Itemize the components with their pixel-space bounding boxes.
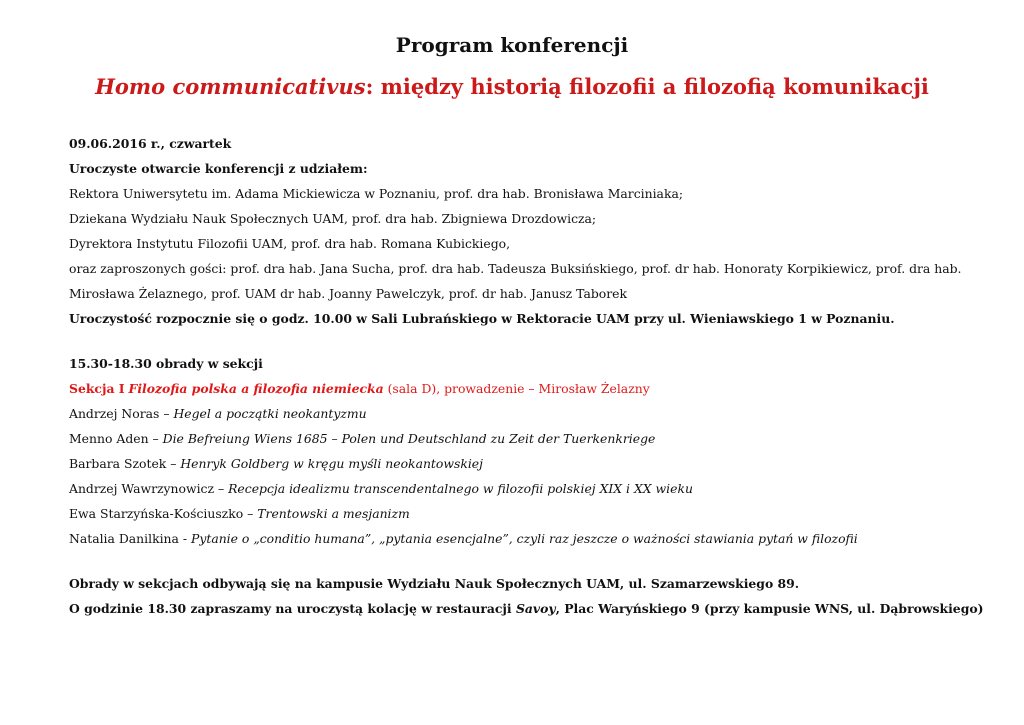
page-title: Program konferencji <box>395 33 629 57</box>
session-time: 15.30-18.30 obrady w sekcji <box>69 356 263 371</box>
session-label: Sekcja I <box>69 381 125 396</box>
dinner-after: , Plac Waryńskiego 9 (przy kampusie WNS, ul. Dąbrowskiego) <box>555 601 984 616</box>
session-heading <box>69 381 999 406</box>
opening-line: Rektora Uniwersytetu im. Adama Mickiewicza w Poznaniu, prof. dra hab. Bronisława Marciniaka; <box>69 186 684 201</box>
talk-title: Trentowski a mesjanizm <box>257 506 410 521</box>
talk-separator: – <box>148 431 163 446</box>
talk-item <box>69 456 999 481</box>
talk-speaker: Natalia Danilkina <box>69 531 179 546</box>
subtitle-rest: : między historią filozofii a filozofią komunikacji <box>365 74 929 99</box>
dinner-note <box>69 601 999 626</box>
dinner-before: O godzinie 18.30 zapraszamy na uroczystą kolację w restauracji <box>69 601 516 616</box>
talk-title: Pytanie o „conditio humana”, „pytania esencjalne”, czyli raz jeszcze o ważności stawiania pytań w filozofii <box>191 531 858 546</box>
event-date: 09.06.2016 r., czwartek <box>69 136 232 151</box>
opening-venue: Uroczystość rozpocznie się o godz. 10.00 w Sali Lubrańskiego w Rektoracie UAM przy ul. Wieniawskiego 1 w Poznaniu. <box>69 311 895 326</box>
campus-note: Obrady w sekcjach odbywają się na kampusie Wydziału Nauk Społecznych UAM, ul. Szamarzewskiego 89. <box>69 576 800 591</box>
program-body <box>69 136 999 626</box>
session-details: (sala D), prowadzenie – Mirosław Żelazny <box>383 381 650 396</box>
opening-line: oraz zaproszonych gości: prof. dra hab. Jana Sucha, prof. dra hab. Tadeusza Buksińskiego, prof. dr hab. Honoraty Korpikiewicz, prof. dra hab. <box>69 261 962 276</box>
opening-line: Mirosława Żelaznego, prof. UAM dr hab. Joanny Pawelczyk, prof. dr hab. Janusz Taborek <box>69 286 627 301</box>
talk-speaker: Andrzej Wawrzynowicz <box>69 481 215 496</box>
talk-title: Recepcja idealizmu transcendentalnego w filozofii polskiej XIX i XX wieku <box>228 481 693 496</box>
opening-line: Dyrektora Instytutu Filozofii UAM, prof. dra hab. Romana Kubickiego, <box>69 236 511 251</box>
talk-separator: – <box>214 481 229 496</box>
talk-title: Henryk Goldberg w kręgu myśli neokantowskiej <box>180 456 483 471</box>
talk-separator: – <box>243 506 258 521</box>
talk-item <box>69 406 999 431</box>
talk-speaker: Andrzej Noras <box>69 406 160 421</box>
talk-speaker: Barbara Szotek <box>69 456 167 471</box>
talk-separator: – <box>159 406 174 421</box>
talk-title: Die Befreiung Wiens 1685 – Polen und Deutschland zu Zeit der Tuerkenkriege <box>162 431 656 446</box>
talk-item <box>69 531 999 556</box>
conference-subtitle <box>0 74 1024 99</box>
spacer <box>69 556 999 576</box>
opening-line: Dziekana Wydziału Nauk Społecznych UAM, prof. dra hab. Zbigniewa Drozdowicza; <box>69 211 597 226</box>
talk-title: Hegel a początki neokantyzmu <box>173 406 367 421</box>
session-name: Filozofia polska a filozofia niemiecka <box>128 381 384 396</box>
talk-item <box>69 431 999 456</box>
talk-separator: - <box>178 531 191 546</box>
talk-speaker: Menno Aden <box>69 431 149 446</box>
talk-speaker: Ewa Starzyńska-Kościuszko <box>69 506 244 521</box>
spacer <box>69 336 999 356</box>
talk-item <box>69 506 999 531</box>
talk-item <box>69 481 999 506</box>
opening-heading: Uroczyste otwarcie konferencji z udziałem: <box>69 161 368 176</box>
talk-separator: – <box>166 456 181 471</box>
subtitle-italic: Homo communicativus <box>95 74 366 99</box>
dinner-venue: Savoy <box>515 601 556 616</box>
